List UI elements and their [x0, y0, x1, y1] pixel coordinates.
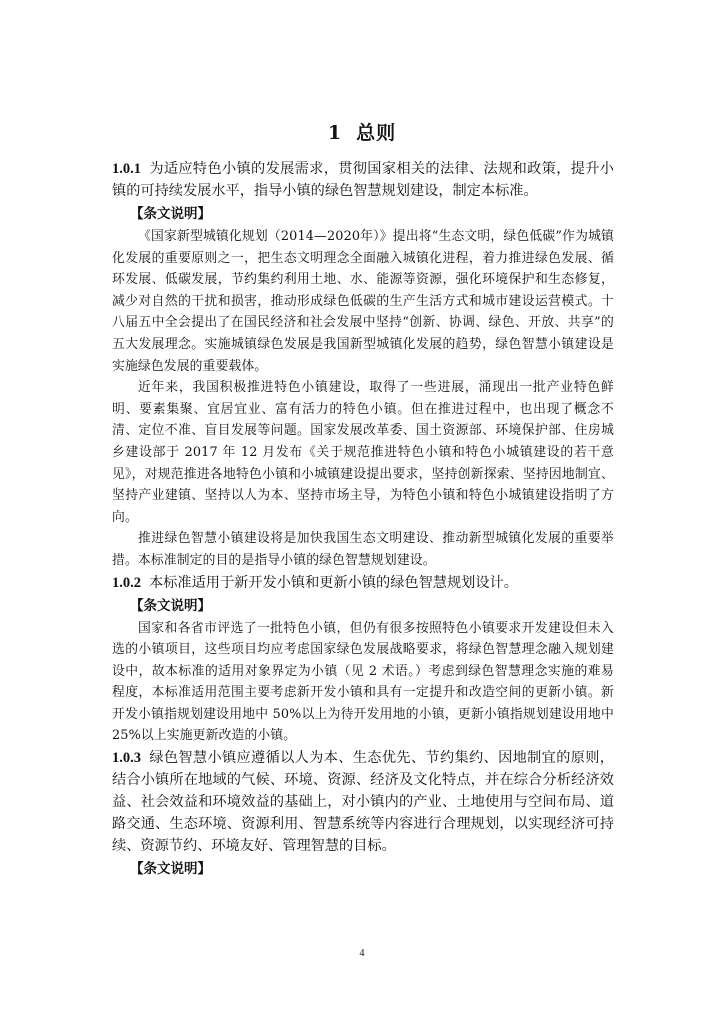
explanation-label: 【条文说明】 — [130, 206, 211, 222]
explanation-paragraph: 近年来，我国积极推进特色小镇建设，取得了一些进展，涌现出一批产业特色鲜明、要素集聚、宜居宜业、富有活力的特色小镇。但在推进过程中，也出现了概念不清、定位不准、盲目发展等问题。国家发展改革委、国土资源部、环境保护部、住房城乡建设部于 2017 年 12 月发布《关于规范推进特色小镇和特色小城镇建设的若干意见》，对规范推进各地特色小镇和小城镇建设提出要求，坚持创新探索、坚持因地制宜、坚持产业建镇、坚持以人为本、坚持市场主导，为特色小镇和特色小城镇建设指明了方向。 — [112, 380, 614, 525]
clause-number: 1.0.1 — [112, 161, 141, 177]
page-number: 4 — [359, 948, 365, 959]
clause-1-0-1 — [112, 158, 614, 202]
explanation-label: 【条文说明】 — [130, 861, 211, 878]
chapter-heading — [0, 118, 724, 145]
explanation-label: 【条文说明】 — [130, 597, 211, 614]
clause-text: 本标准适用于新开发小镇和更新小镇的绿色智慧规划设计。 — [149, 574, 518, 591]
explanation-paragraph: 推进绿色智慧小镇建设将是加快我国生态文明建设、推动新型城镇化发展的重要举措。本标准制定的目的是指导小镇的绿色智慧规划建设。 — [112, 531, 614, 568]
chapter-title: 总则 — [356, 122, 397, 144]
clause-number: 1.0.2 — [112, 574, 141, 591]
clause-number: 1.0.3 — [112, 750, 141, 767]
clause-1-0-2 — [112, 572, 614, 594]
clause-text: 为适应特色小镇的发展需求，贯彻国家相关的法律、法规和政策，提升小镇的可持续发展水平，指导小镇的绿色智慧规划建设，制定本标准。 — [112, 161, 614, 199]
explanation-paragraph: 国家和各省市评选了一批特色小镇，但仍有很多按照特色小镇要求开发建设但未入选的小镇项目，这些项目均应考虑国家绿色发展战略要求，将绿色智慧理念融入规划建设中，故本标准的适用对象界定为小镇（见 2 术语。）考虑到绿色智慧理念实施的难易程度，本标准适用范围主要考虑新开发小镇和具有一定提升和改造空间的更新小镇。新开发小镇指规划建设用地中 50%以上为待开发用地的小镇，更新小镇指规划建设用地中 25%以上实施更新改造的小镇。 — [112, 620, 614, 744]
clause-text: 绿色智慧小镇应遵循以人为本、生态优先、节约集约、因地制宜的原则，结合小镇所在地域的气候、环境、资源、经济及文化特点，并在综合分析经济效益、社会效益和环境效益的基础上，对小镇内的产业、土地使用与空间布局、道路交通、生态环境、资源利用、智慧系统等内容进行合理规划，以实现经济可持续、资源节约、环境友好、管理智慧的目标。 — [112, 750, 614, 855]
document-body — [112, 158, 614, 881]
clause-1-0-3 — [112, 747, 614, 857]
explanation-paragraph: 《国家新型城镇化规划（2014—2020年）》提出将“生态文明，绿色低碳”作为城镇化发展的重要原则之一，把生态文明理念全面融入城镇化进程，着力推进绿色发展、循环发展、低碳发展，节约集约利用土地、水、能源等资源，强化环境保护和生态修复，减少对自然的干扰和损害，推动形成绿色低碳的生产生活方式和城市建设运营模式。十八届五中全会提出了在国民经济和社会发展中坚持“创新、协调、绿色、开放、共享”的五大发展理念。实施城镇绿色发展是我国新型城镇化发展的趋势，绿色智慧小镇建设是实施绿色发展的重要载体。 — [112, 229, 614, 374]
chapter-number: 1 — [327, 122, 343, 144]
